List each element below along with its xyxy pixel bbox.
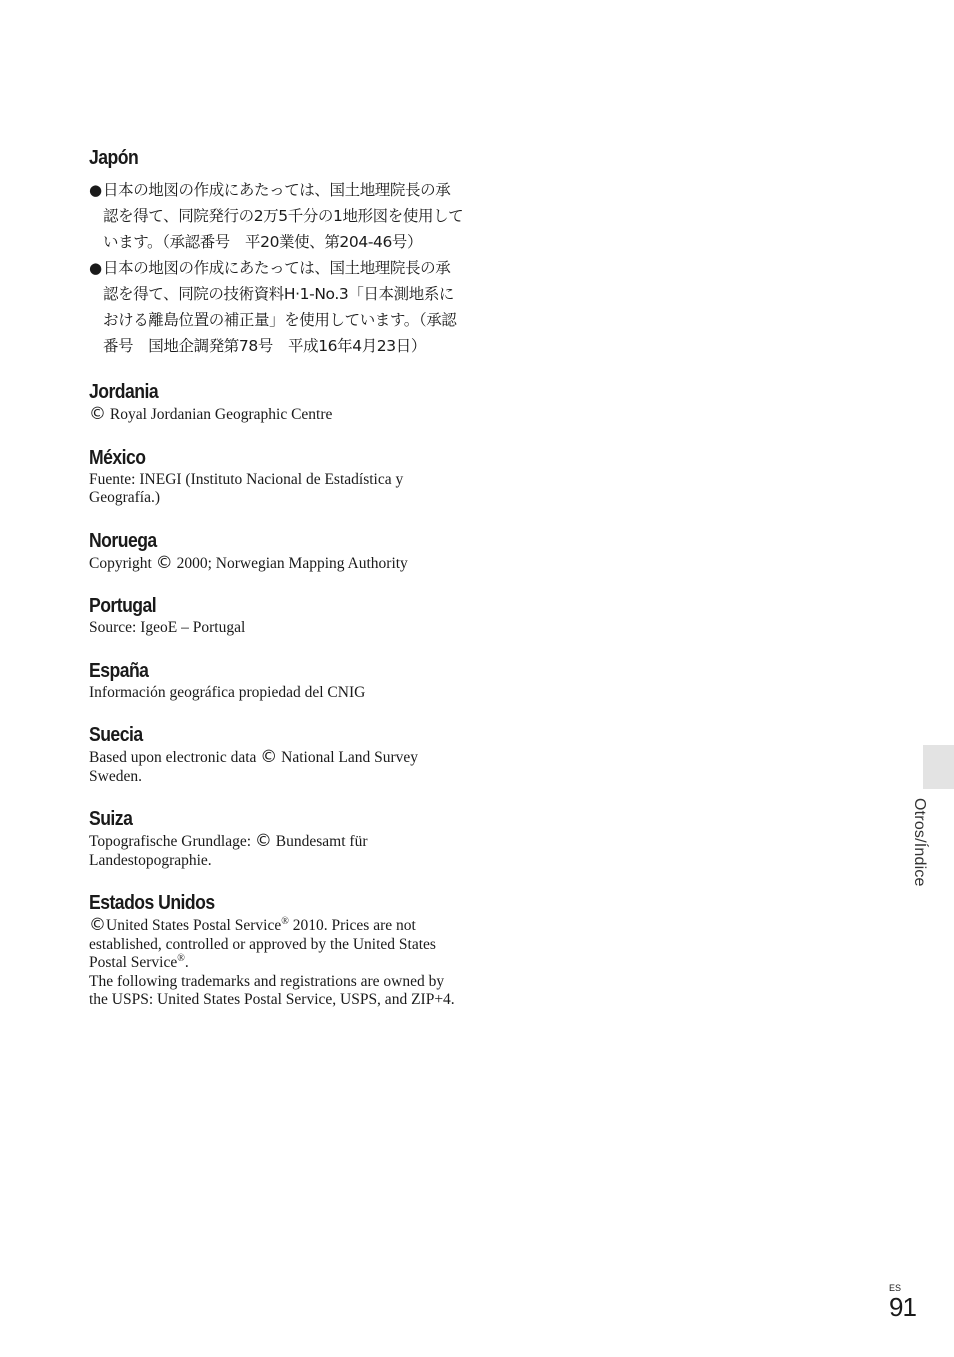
copyright-icon: ©	[89, 915, 106, 935]
section-title-mexico: México	[89, 446, 146, 469]
registered-icon: ®	[177, 952, 185, 964]
section-portugal	[89, 593, 464, 638]
section-title-jordan: Jordania	[89, 381, 159, 403]
copyright-icon: ©	[260, 747, 278, 767]
sweden-text: Based upon electronic data © National Land Survey Sweden.	[89, 747, 419, 785]
page-number: 91	[889, 1292, 916, 1322]
section-title-switzerland: Suiza	[89, 808, 133, 830]
language-code: ES	[889, 1283, 902, 1293]
spain-text: Información geográfica propiedad del CNIG	[89, 683, 366, 701]
section-spain	[89, 658, 464, 703]
bullet-icon: ●	[89, 259, 102, 277]
section-switzerland	[89, 806, 464, 870]
copyright-icon: ©	[155, 552, 173, 573]
copyright-icon: ©	[89, 404, 106, 424]
usa-trademarks-text: The following trademarks and registrations are owned by the USPS: United States Postal Service, USPS, and ZIP+4.	[89, 972, 455, 1008]
bullet-icon: ●	[89, 181, 102, 199]
section-title-japan: Japón	[89, 147, 139, 169]
section-title-portugal: Portugal	[89, 595, 157, 617]
page-footer	[889, 1283, 929, 1321]
side-tab-label: Otros/Índice	[911, 798, 928, 887]
section-usa	[89, 890, 464, 1010]
list-item: ● 日本の地図の作成にあたっては、国土地理院長の承認を得て、同院の技術資料H·1-No.3「日本測地系における離島位置の補正量」を使用しています。（承認番号 国地企調発第78号 平成16年4月23日）	[89, 255, 464, 359]
usa-text: ©United States Postal Service® 2010. Prices are not established, controlled or approved by the United States Postal Service®.	[89, 915, 436, 971]
section-norway	[89, 528, 464, 574]
registered-icon: ®	[281, 915, 289, 927]
side-tab-marker	[923, 745, 954, 789]
switzerland-text: Topografische Grundlage: © Bundesamt für Landestopographie.	[89, 831, 368, 869]
list-item: ● 日本の地図の作成にあたっては、国土地理院長の承認を得て、同院発行の2万5千分の1地形図を使用しています。（承認番号 平20業使、第204-46号）	[89, 177, 464, 255]
norway-text: Copyright © 2000; Norwegian Mapping Authority	[89, 552, 408, 573]
portugal-text: Source: IgeoE – Portugal	[89, 619, 246, 636]
mexico-text: Fuente: INEGI (Instituto Nacional de Estadística y Geografía.)	[89, 470, 404, 506]
section-title-sweden: Suecia	[89, 724, 143, 746]
section-sweden	[89, 722, 464, 786]
section-japan	[89, 145, 464, 359]
copyright-icon: ©	[254, 831, 272, 851]
section-title-norway: Noruega	[89, 529, 157, 552]
section-title-spain: España	[89, 659, 149, 682]
japan-bullet-list	[89, 177, 464, 359]
section-jordan	[89, 379, 464, 425]
section-mexico	[89, 445, 464, 508]
content-column	[89, 145, 464, 1010]
section-title-usa: Estados Unidos	[89, 892, 215, 914]
jordan-text: © Royal Jordanian Geographic Centre	[89, 404, 333, 424]
